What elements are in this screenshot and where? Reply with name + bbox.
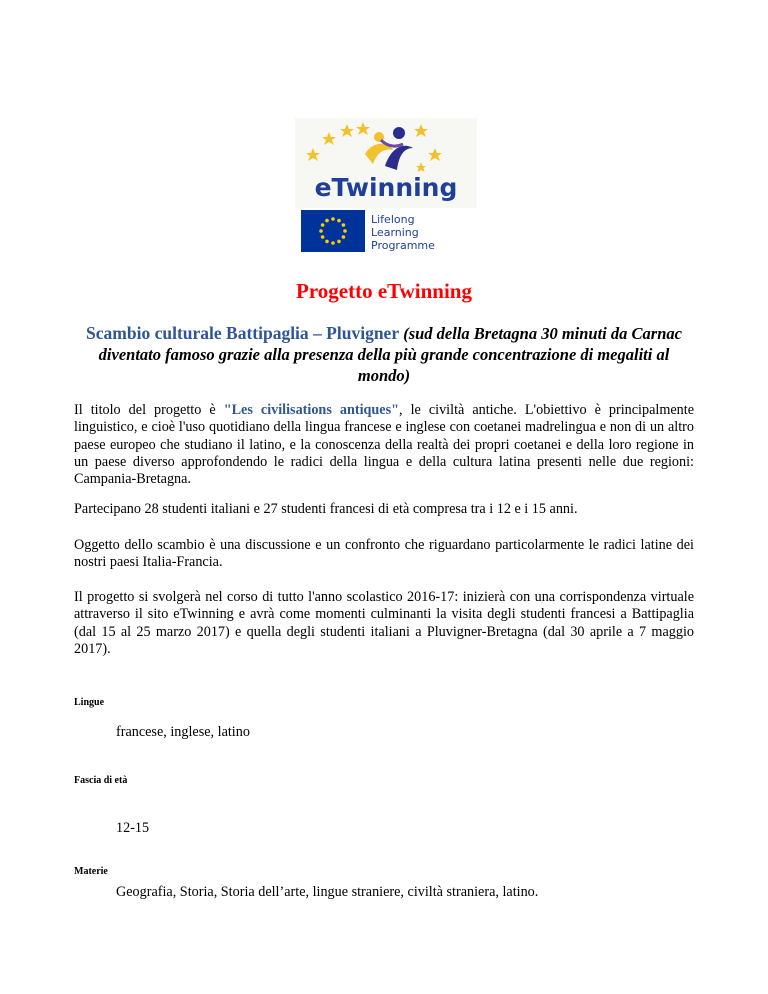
logo-star [306, 148, 320, 161]
subtitle [72, 323, 696, 386]
paragraph-participants: Partecipano 28 studenti italiani e 27 studenti francesi di età compresa tra i 12 e i 15 anni. [74, 501, 578, 517]
subjects-label: Materie [74, 866, 108, 877]
subtitle-note-2: Carnac diventato famoso grazie alla presenza della più grande concentrazione di megaliti al mondo) [98, 324, 682, 385]
languages-label: Lingue [74, 697, 105, 708]
logo-star [322, 132, 336, 145]
logo-star [428, 148, 442, 161]
languages-value: francese, inglese, latino [116, 724, 250, 740]
eu-flag [301, 210, 365, 252]
project-name: "Les civilisations antiques" [223, 402, 399, 418]
subtitle-main: Scambio culturale Battipaglia – Pluvigner [86, 323, 400, 343]
lll-line-1: Lifelong [371, 213, 415, 226]
paragraph-schedule: Il progetto si svolgerà nel corso di tutto l'anno scolastico 2016-17: inizierà con una corrispondenza virtuale attraverso il sito eTwinning e avrà come momenti culminanti la visita degli studenti francesi a Battipaglia (dal 15 al 25 marzo 2017) e quella degli studenti italiani a Pluvigner-Bretagna (dal 30 aprile a 7 maggio 2017). [74, 589, 694, 657]
subtitle-note-1: (sud della Bretagna 30 minuti da [403, 324, 628, 343]
etwinning-logo-text: eTwinning [314, 173, 458, 202]
logo-star [414, 124, 428, 137]
logo-star [416, 162, 426, 172]
paragraph-intro [74, 402, 694, 488]
age-range-label: Fascia di età [74, 775, 128, 786]
paragraph-intro-rest: , le civiltà antiche. L'obiettivo è principalmente linguistico, e cioè l'uso quotidiano della lingua francese e inglese con coetanei madrelingua e non di un altro paese europeo che studiano il latino, e la conoscenza della realtà dei propri coetanei e della loro regione in un paese diverso approfondendo le radici della lingua e della cultura latina presenti nelle due regioni: Campania-Bretagna. [74, 402, 694, 488]
paragraph-intro-start: Il titolo del progetto è [74, 402, 224, 418]
lifelong-learning-logo [301, 210, 481, 254]
etwinning-logo [295, 118, 477, 208]
subjects-value: Geografia, Storia, Storia dell’arte, lingue straniere, civiltà straniera, latino. [116, 884, 539, 900]
logo-star [356, 122, 370, 135]
logo-star [340, 124, 354, 137]
page-title: Progetto eTwinning [296, 279, 472, 303]
lll-line-3: Programme [371, 239, 435, 252]
lll-line-2: Learning [371, 226, 419, 239]
paragraph-object: Oggetto dello scambio è una discussione e un confronto che riguardano particolarmente le radici latine dei nostri paesi Italia-Francia. [74, 537, 694, 571]
age-range-value: 12-15 [116, 820, 150, 836]
